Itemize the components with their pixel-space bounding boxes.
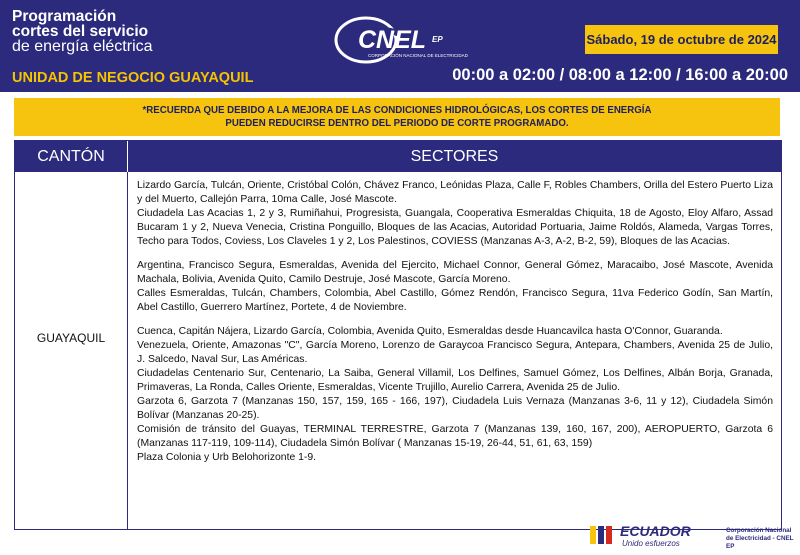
- corp-line-2: de Electricidad - CNEL EP: [726, 535, 794, 550]
- canton-cell: GUAYAQUIL: [36, 331, 106, 345]
- logo-tagline: CORPORACIÓN NACIONAL DE ELECTRICIDAD: [368, 53, 468, 58]
- logo-text: CNEL: [358, 26, 427, 54]
- sector-paragraph: Argentina, Francisco Segura, Esmeraldas, Avenida del Ejercito, Michael Connor, General Gómez, Maracaibo, José Mascote, Avenida Machala, Bolivia, Avenida Quito, Camilo Destruje, José Mascote, García Moreno.: [137, 260, 773, 285]
- sector-paragraph: Cuenca, Capitán Nájera, Lizardo García, Colombia, Avenida Quito, Esmeraldas desde Huancavilca hasta O'Connor, Guaranda.: [137, 326, 723, 337]
- notice-line-1: *RECUERDA QUE DEBIDO A LA MEJORA DE LAS CONDICIONES HIDROLÓGICAS, LOS CORTES DE ENERGÍA: [142, 105, 652, 116]
- logo-suffix: EP: [432, 35, 443, 44]
- date-box: [585, 25, 778, 54]
- header-canton: CANTÓN: [15, 141, 127, 172]
- outage-times: 00:00 a 02:00 / 08:00 a 12:00 / 16:00 a 20:00: [452, 66, 788, 84]
- sector-paragraph: Comisión de tránsito del Guayas, TERMINAL TERRESTRE, Garzota 7 (Manzanas 139, 160, 167, 200), AEROPUERTO, Garzota 6 (Manzanas 117-119, 109-114), Ciudadela Simón Bolívar ( Manzanas 15-19, 26-44, 51, 61, 63, 159): [137, 424, 773, 449]
- date-text: Sábado, 19 de octubre de 2024: [586, 32, 777, 47]
- ecuador-flag-icon: [588, 522, 618, 548]
- business-unit-label: UNIDAD DE NEGOCIO GUAYAQUIL: [12, 70, 254, 86]
- sector-paragraph: Calles Esmeraldas, Tulcán, Chambers, Colombia, Abel Castillo, Gómez Rendón, Francisco Segura, 11va Federico Godín, San Martín, Abel Castillo, Guerrero Martínez, Portete, 4 de Noviembre.: [137, 288, 773, 313]
- corporation-label: [726, 527, 800, 551]
- sector-paragraph: Ciudadela Las Acacias 1, 2 y 3, Rumiñahui, Progresista, Guangala, Cooperativa Esmeraldas Chiquita, 18 de Agosto, Eloy Alfaro, Assad Bucaram 1 y 2, Nueva Venecia, Cristina Ponguillo, Bloques de las Acacias, Autoridad Portuaria, Jaime Roldós, Alameda, Vargas Torres, Techo para Todos, Coviess, Los Claveles 1 y 2, Los Palestinos, COVIESS (Manzanas A-3, A-2, B-2, 59), Bloques de las Acacias.: [137, 208, 773, 247]
- cnel-logo: [330, 12, 490, 72]
- paragraph-gap: [137, 249, 773, 259]
- page-title: [12, 9, 153, 54]
- ecuador-logo: [588, 522, 800, 555]
- corp-line-1: Corporación Nacional: [726, 527, 792, 534]
- sector-paragraph: Venezuela, Oriente, Amazonas "C", García Moreno, Lorenzo de Garaycoa Francisco Segura, Antepara, Chambers, Avenida 25 de Julio, J. Salcedo, Naval Sur, Las Américas.: [137, 340, 773, 365]
- title-line-3: de energía eléctrica: [12, 38, 153, 55]
- sector-paragraph: Garzota 6, Garzota 7 (Manzanas 150, 157, 159, 165 - 166, 197), Ciudadela Luis Vernaza (Manzanas 3-6, 11 y 12), Ciudadela Simón Bolívar (Manzanas 20-25).: [137, 396, 773, 421]
- sector-paragraph: Plaza Colonia y Urb Belohorizonte 1-9.: [137, 452, 317, 463]
- paragraph-gap: [137, 315, 773, 325]
- country-slogan: Unido esfuerzos: [622, 539, 680, 548]
- country-name: ECUADOR: [620, 523, 691, 539]
- notice-banner: [14, 98, 780, 136]
- column-divider: [127, 172, 128, 530]
- sectors-cell: [137, 179, 773, 465]
- sector-paragraph: Ciudadelas Centenario Sur, Centenario, La Saiba, General Villamil, Los Delfines, Samuel Gómez, Los Delfines, Albán Borja, Granada, Primaveras, La Ronda, Calles Oriente, Esmeraldas, Vicente Trujillo, Aurelio Carrera, Avenida 25 de Julio.: [137, 368, 773, 393]
- sector-paragraph: Lizardo García, Tulcán, Oriente, Cristóbal Colón, Chávez Franco, Leónidas Plaza, Calle F, Robles Chambers, Orilla del Estero Puerto Liza y del Muerto, Callejón Parra, 10ma Calle, José Mascote.: [137, 180, 773, 205]
- header-banner: [0, 0, 800, 92]
- notice-text: [14, 104, 780, 130]
- title-line-2: cortes del servicio: [12, 23, 149, 40]
- notice-line-2: PUEDEN REDUCIRSE DENTRO DEL PERIODO DE CORTE PROGRAMADO.: [225, 118, 569, 129]
- schedule-table: [14, 140, 782, 530]
- title-line-1: Programación: [12, 8, 117, 25]
- header-sectores: SECTORES: [128, 141, 781, 172]
